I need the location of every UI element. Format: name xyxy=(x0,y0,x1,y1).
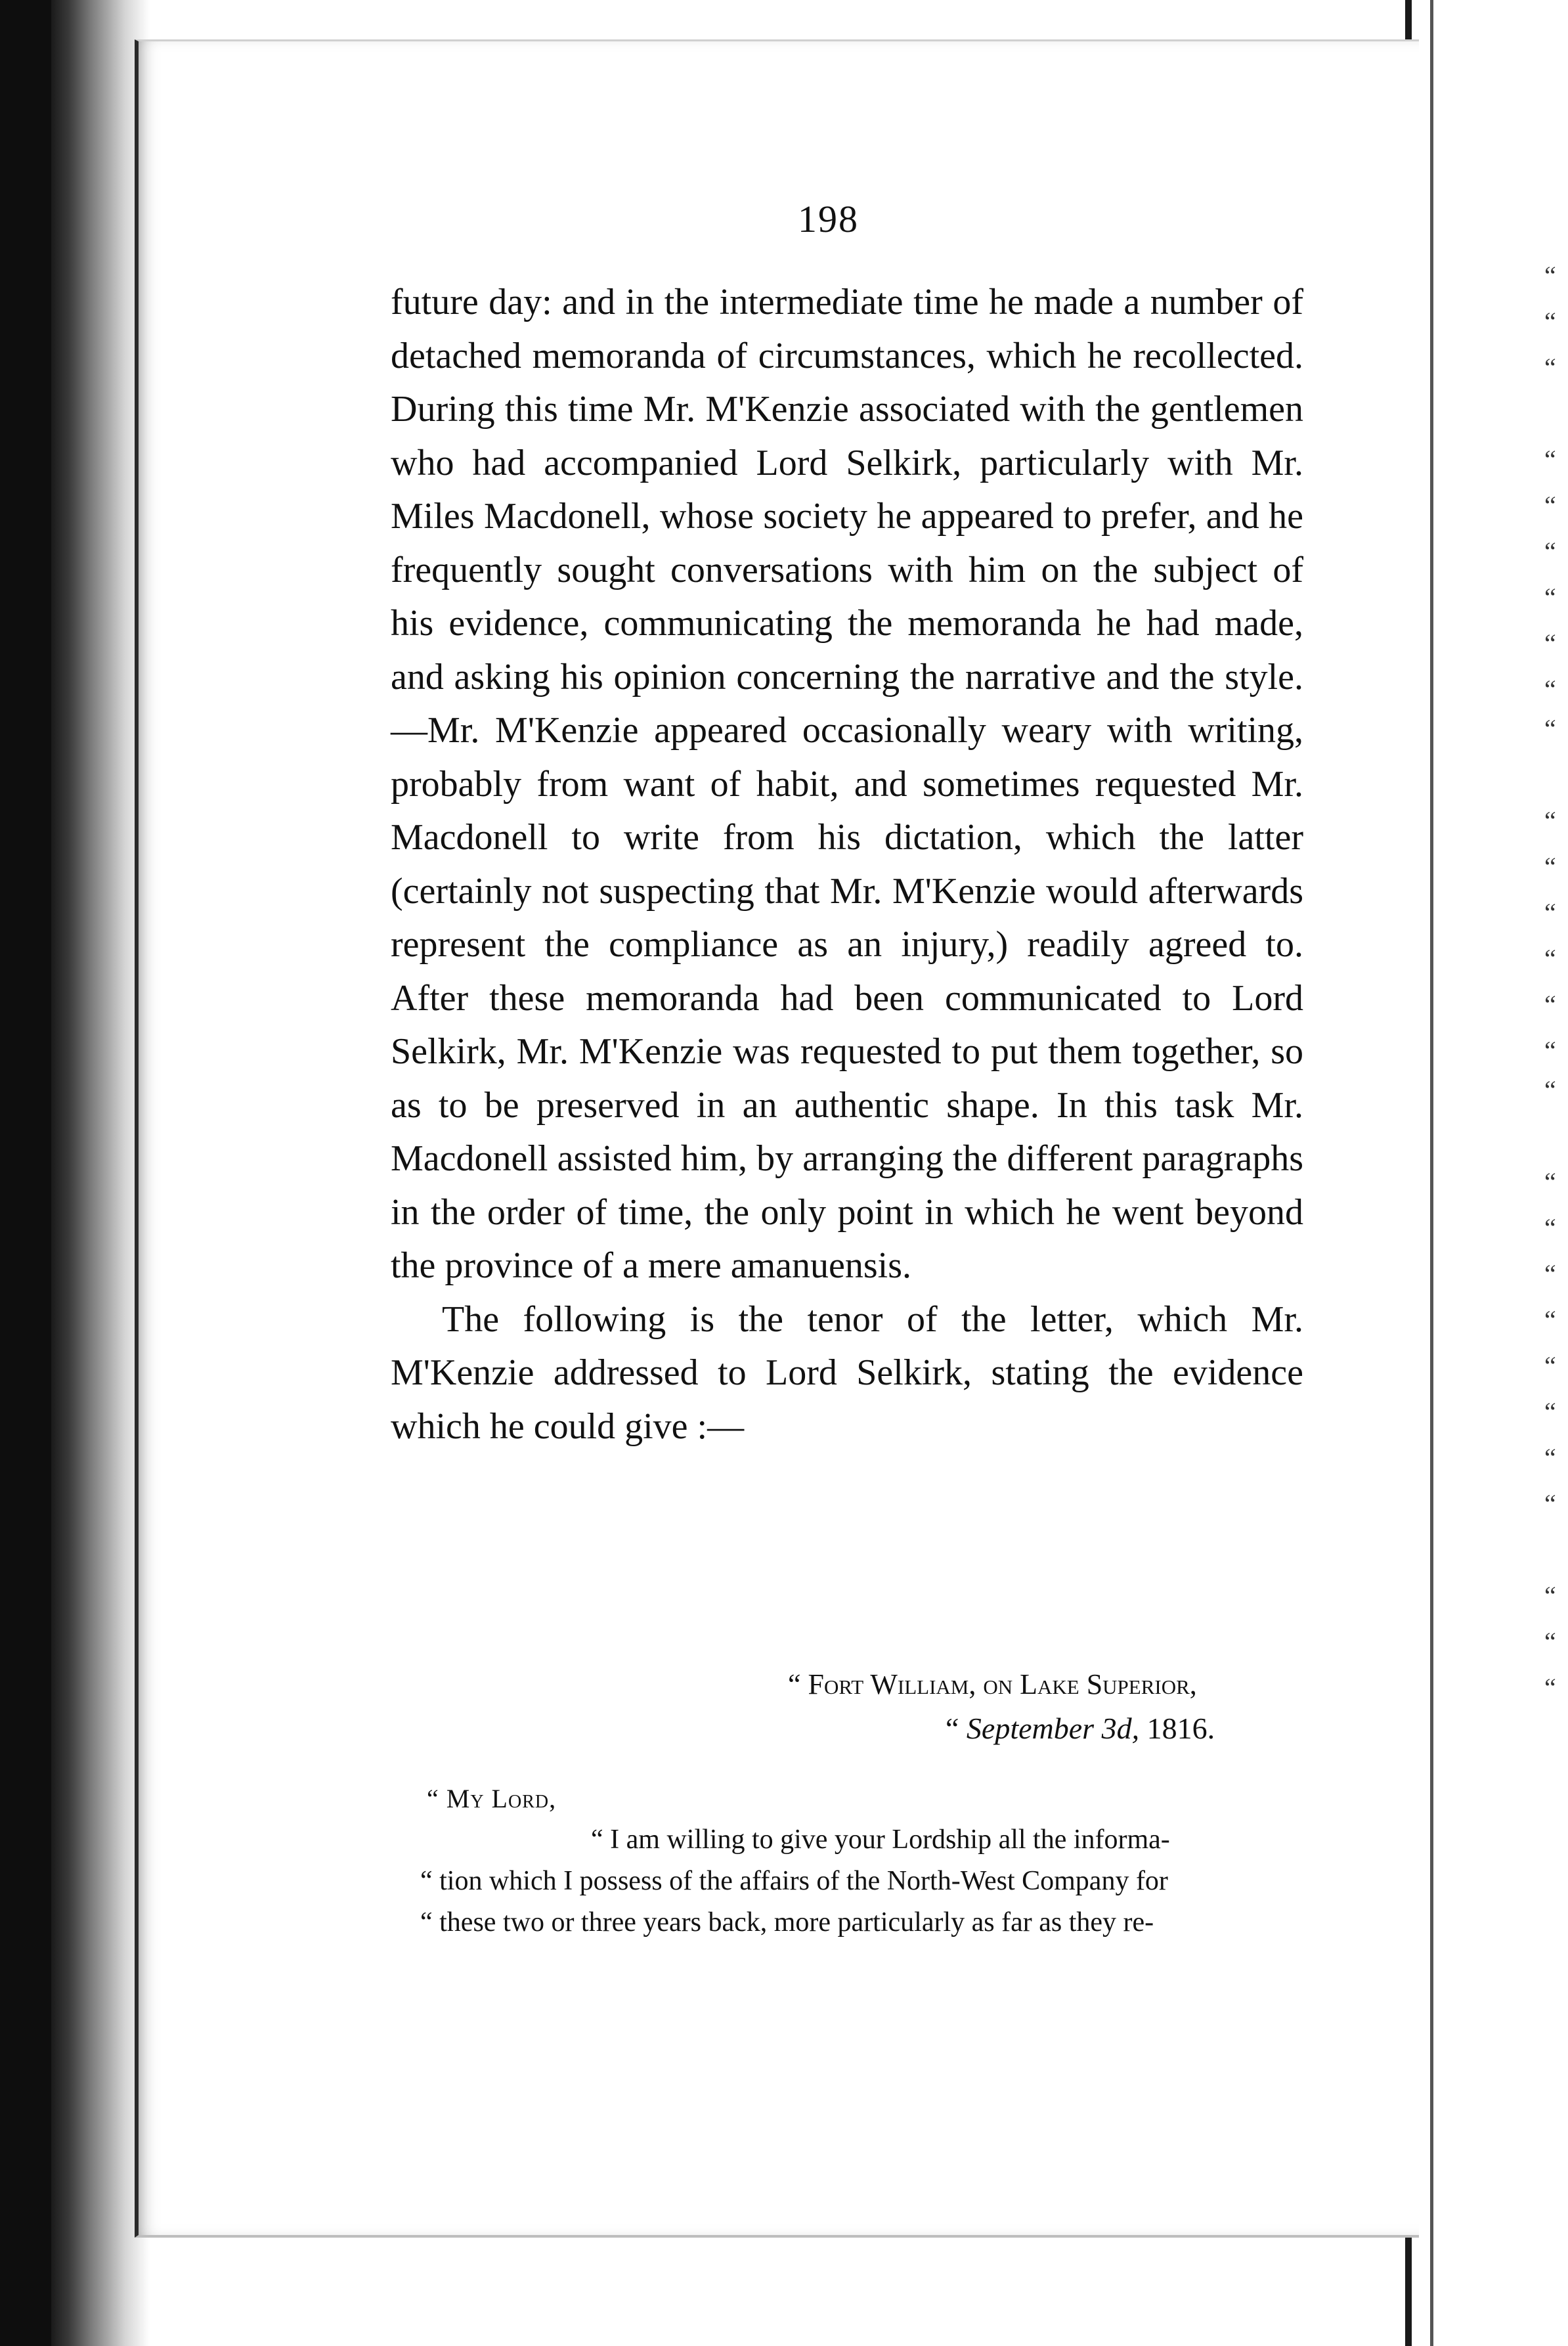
letter-date-day: September 3d, xyxy=(966,1712,1140,1745)
facing-page-quote-mark: “ xyxy=(1544,353,1556,382)
letter-line: “ tion which I possess of the affairs of the North-West Company for xyxy=(420,1866,1168,1896)
facing-page-quote-mark: “ xyxy=(1544,307,1556,336)
letter-line: “ these two or three years back, more particularly as far as they re- xyxy=(420,1907,1154,1937)
facing-page-quote-mark: “ xyxy=(1544,1351,1556,1381)
book-spine xyxy=(0,0,51,2346)
facing-page-quote-mark: “ xyxy=(1544,1581,1556,1610)
facing-page-quote-mark: “ xyxy=(1544,714,1556,743)
body-text xyxy=(391,276,1303,1453)
letter-place: “ Fort William, on Lake Superior, xyxy=(788,1668,1197,1700)
facing-page-quote-mark: “ xyxy=(1544,1259,1556,1289)
facing-page-quote-mark: “ xyxy=(1544,990,1556,1019)
facing-page-quote-mark: “ xyxy=(1544,1443,1556,1472)
facing-page-quote-mark: “ xyxy=(1544,852,1556,881)
facing-page-quote-mark: “ xyxy=(1544,1627,1556,1656)
facing-page-quote-mark: “ xyxy=(1544,1213,1556,1243)
letter-date-prefix: “ xyxy=(946,1712,967,1745)
facing-page-quote-mark: “ xyxy=(1544,898,1556,927)
facing-page-quote-mark: “ xyxy=(1544,491,1556,520)
page-number: 198 xyxy=(798,198,859,240)
facing-page-quote-mark: “ xyxy=(1544,261,1556,290)
letter-date xyxy=(946,1711,1215,1746)
facing-page-quote-mark: “ xyxy=(1544,629,1556,658)
letter-date-year: 1816. xyxy=(1139,1712,1215,1745)
paragraph-2: The following is the tenor of the letter, which Mr. M'Kenzie addressed to Lord Selkirk, stating the evidence which he could give :— xyxy=(391,1298,1303,1447)
facing-page-quote-mark: “ xyxy=(1544,1673,1556,1702)
facing-page-edge xyxy=(1399,0,1568,2346)
facing-page-quote-mark: “ xyxy=(1544,675,1556,704)
facing-page-quote-mark: “ xyxy=(1544,1075,1556,1105)
facing-page-rule-thin xyxy=(1430,0,1433,2346)
facing-page-quote-mark: “ xyxy=(1544,1489,1556,1518)
paragraph-1: future day: and in the intermediate time he made a number of detached memoranda of circumstances, which he recollected. During this time Mr. M'Kenzie associated with the gentlemen who had accompanied Lord Selkirk, particularly with Mr. Miles Macdonell, whose society he appeared to prefer, and he frequently sought conversations with him on the subject of his evidence, communicating the memoranda he had made, and asking his opinion concerning the narrative and the style.—Mr. M'Kenzie appeared occasionally weary with writing, probably from want of habit, and sometimes requested Mr. Macdonell to write from his dictation, which the latter (certainly not suspecting that Mr. M'Kenzie would afterwards represent the compliance as an injury,) readily agreed to. After these memoranda had been communicated to Lord Selkirk, Mr. M'Kenzie was requested to put them together, so as to be preserved in an authentic shape. In this task Mr. Macdonell assisted him, by arranging the different paragraphs in the order of time, the only point in which he went beyond the province of a mere amanuensis. xyxy=(391,282,1303,1286)
facing-page-quote-mark: “ xyxy=(1544,1167,1556,1197)
facing-page-quote-mark: “ xyxy=(1544,583,1556,612)
facing-page-quote-mark: “ xyxy=(1544,1036,1556,1065)
facing-page-quote-mark: “ xyxy=(1544,944,1556,973)
facing-page-quote-mark: “ xyxy=(1544,806,1556,835)
facing-page-quote-mark: “ xyxy=(1544,1397,1556,1427)
letter-body xyxy=(420,1819,1320,1943)
letter-line: “ I am willing to give your Lordship all the informa- xyxy=(591,1825,1170,1855)
letter-salutation: “ My Lord, xyxy=(427,1784,557,1813)
facing-page-quote-mark: “ xyxy=(1544,445,1556,474)
facing-page-quote-mark: “ xyxy=(1544,537,1556,566)
facing-page-quote-mark: “ xyxy=(1544,1305,1556,1335)
